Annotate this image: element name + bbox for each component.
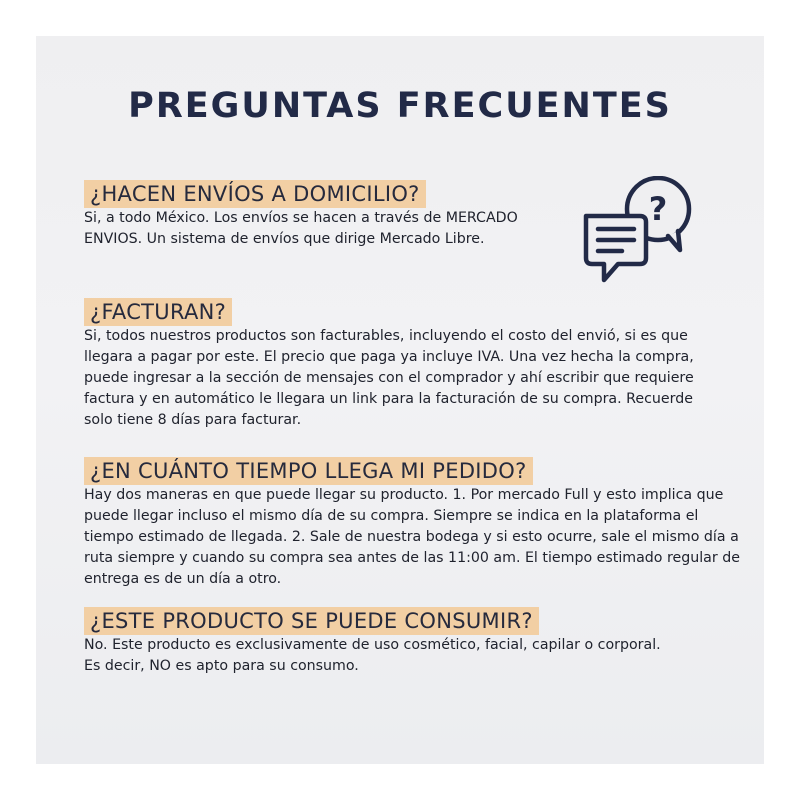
answer-line: Es decir, NO es apto para su consumo. xyxy=(84,658,359,674)
page-title: PREGUNTAS FRECUENTES xyxy=(128,86,672,126)
answer-line: factura y en automático le llegara un link para la facturación de su compra. Recuerde xyxy=(84,391,693,407)
answer-line: puede ingresar a la sección de mensajes con el comprador y ahí escribir que requiere xyxy=(84,370,694,386)
faq-answer xyxy=(84,485,740,590)
answer-line: Si, a todo México. Los envíos se hacen a través de MERCADO xyxy=(84,210,518,226)
faq-item-invoice xyxy=(84,298,694,431)
answer-line: ENVIOS. Un sistema de envíos que dirige Mercado Libre. xyxy=(84,231,485,247)
answer-line: Hay dos maneras en que puede llegar su producto. 1. Por mercado Full y esto implica que xyxy=(84,487,724,503)
faq-item-consumption xyxy=(84,607,661,677)
answer-line: puede llegar incluso el mismo día de su compra. Siempre se indica en la plataforma el xyxy=(84,508,699,524)
faq-answer xyxy=(84,208,518,250)
faq-question: ¿HACEN ENVÍOS A DOMICILIO? xyxy=(84,180,426,208)
faq-question: ¿FACTURAN? xyxy=(84,298,232,326)
answer-line: ruta siempre y cuando su compra sea antes de las 11:00 am. El tiempo estimado regular de xyxy=(84,550,740,566)
faq-card xyxy=(36,36,764,764)
svg-text:?: ? xyxy=(648,190,668,228)
answer-line: solo tiene 8 días para facturar. xyxy=(84,412,302,428)
faq-item-delivery xyxy=(84,180,518,250)
answer-line: entrega es de un día a otro. xyxy=(84,571,282,587)
faq-answer xyxy=(84,635,661,677)
faq-item-delivery-time xyxy=(84,457,740,590)
faq-answer xyxy=(84,326,694,431)
answer-line: llegara a pagar por este. El precio que paga ya incluye IVA. Una vez hecha la compra, xyxy=(84,349,694,365)
answer-line: Si, todos nuestros productos son facturables, incluyendo el costo del envió, si es que xyxy=(84,328,688,344)
faq-question: ¿EN CUÁNTO TIEMPO LLEGA MI PEDIDO? xyxy=(84,457,533,485)
faq-question: ¿ESTE PRODUCTO SE PUEDE CONSUMIR? xyxy=(84,607,539,635)
answer-line: tiempo estimado de llegada. 2. Sale de nuestra bodega y si esto ocurre, sale el mismo día a xyxy=(84,529,739,545)
chat-question-icon xyxy=(580,176,700,288)
answer-line: No. Este producto es exclusivamente de uso cosmético, facial, capilar o corporal. xyxy=(84,637,661,653)
